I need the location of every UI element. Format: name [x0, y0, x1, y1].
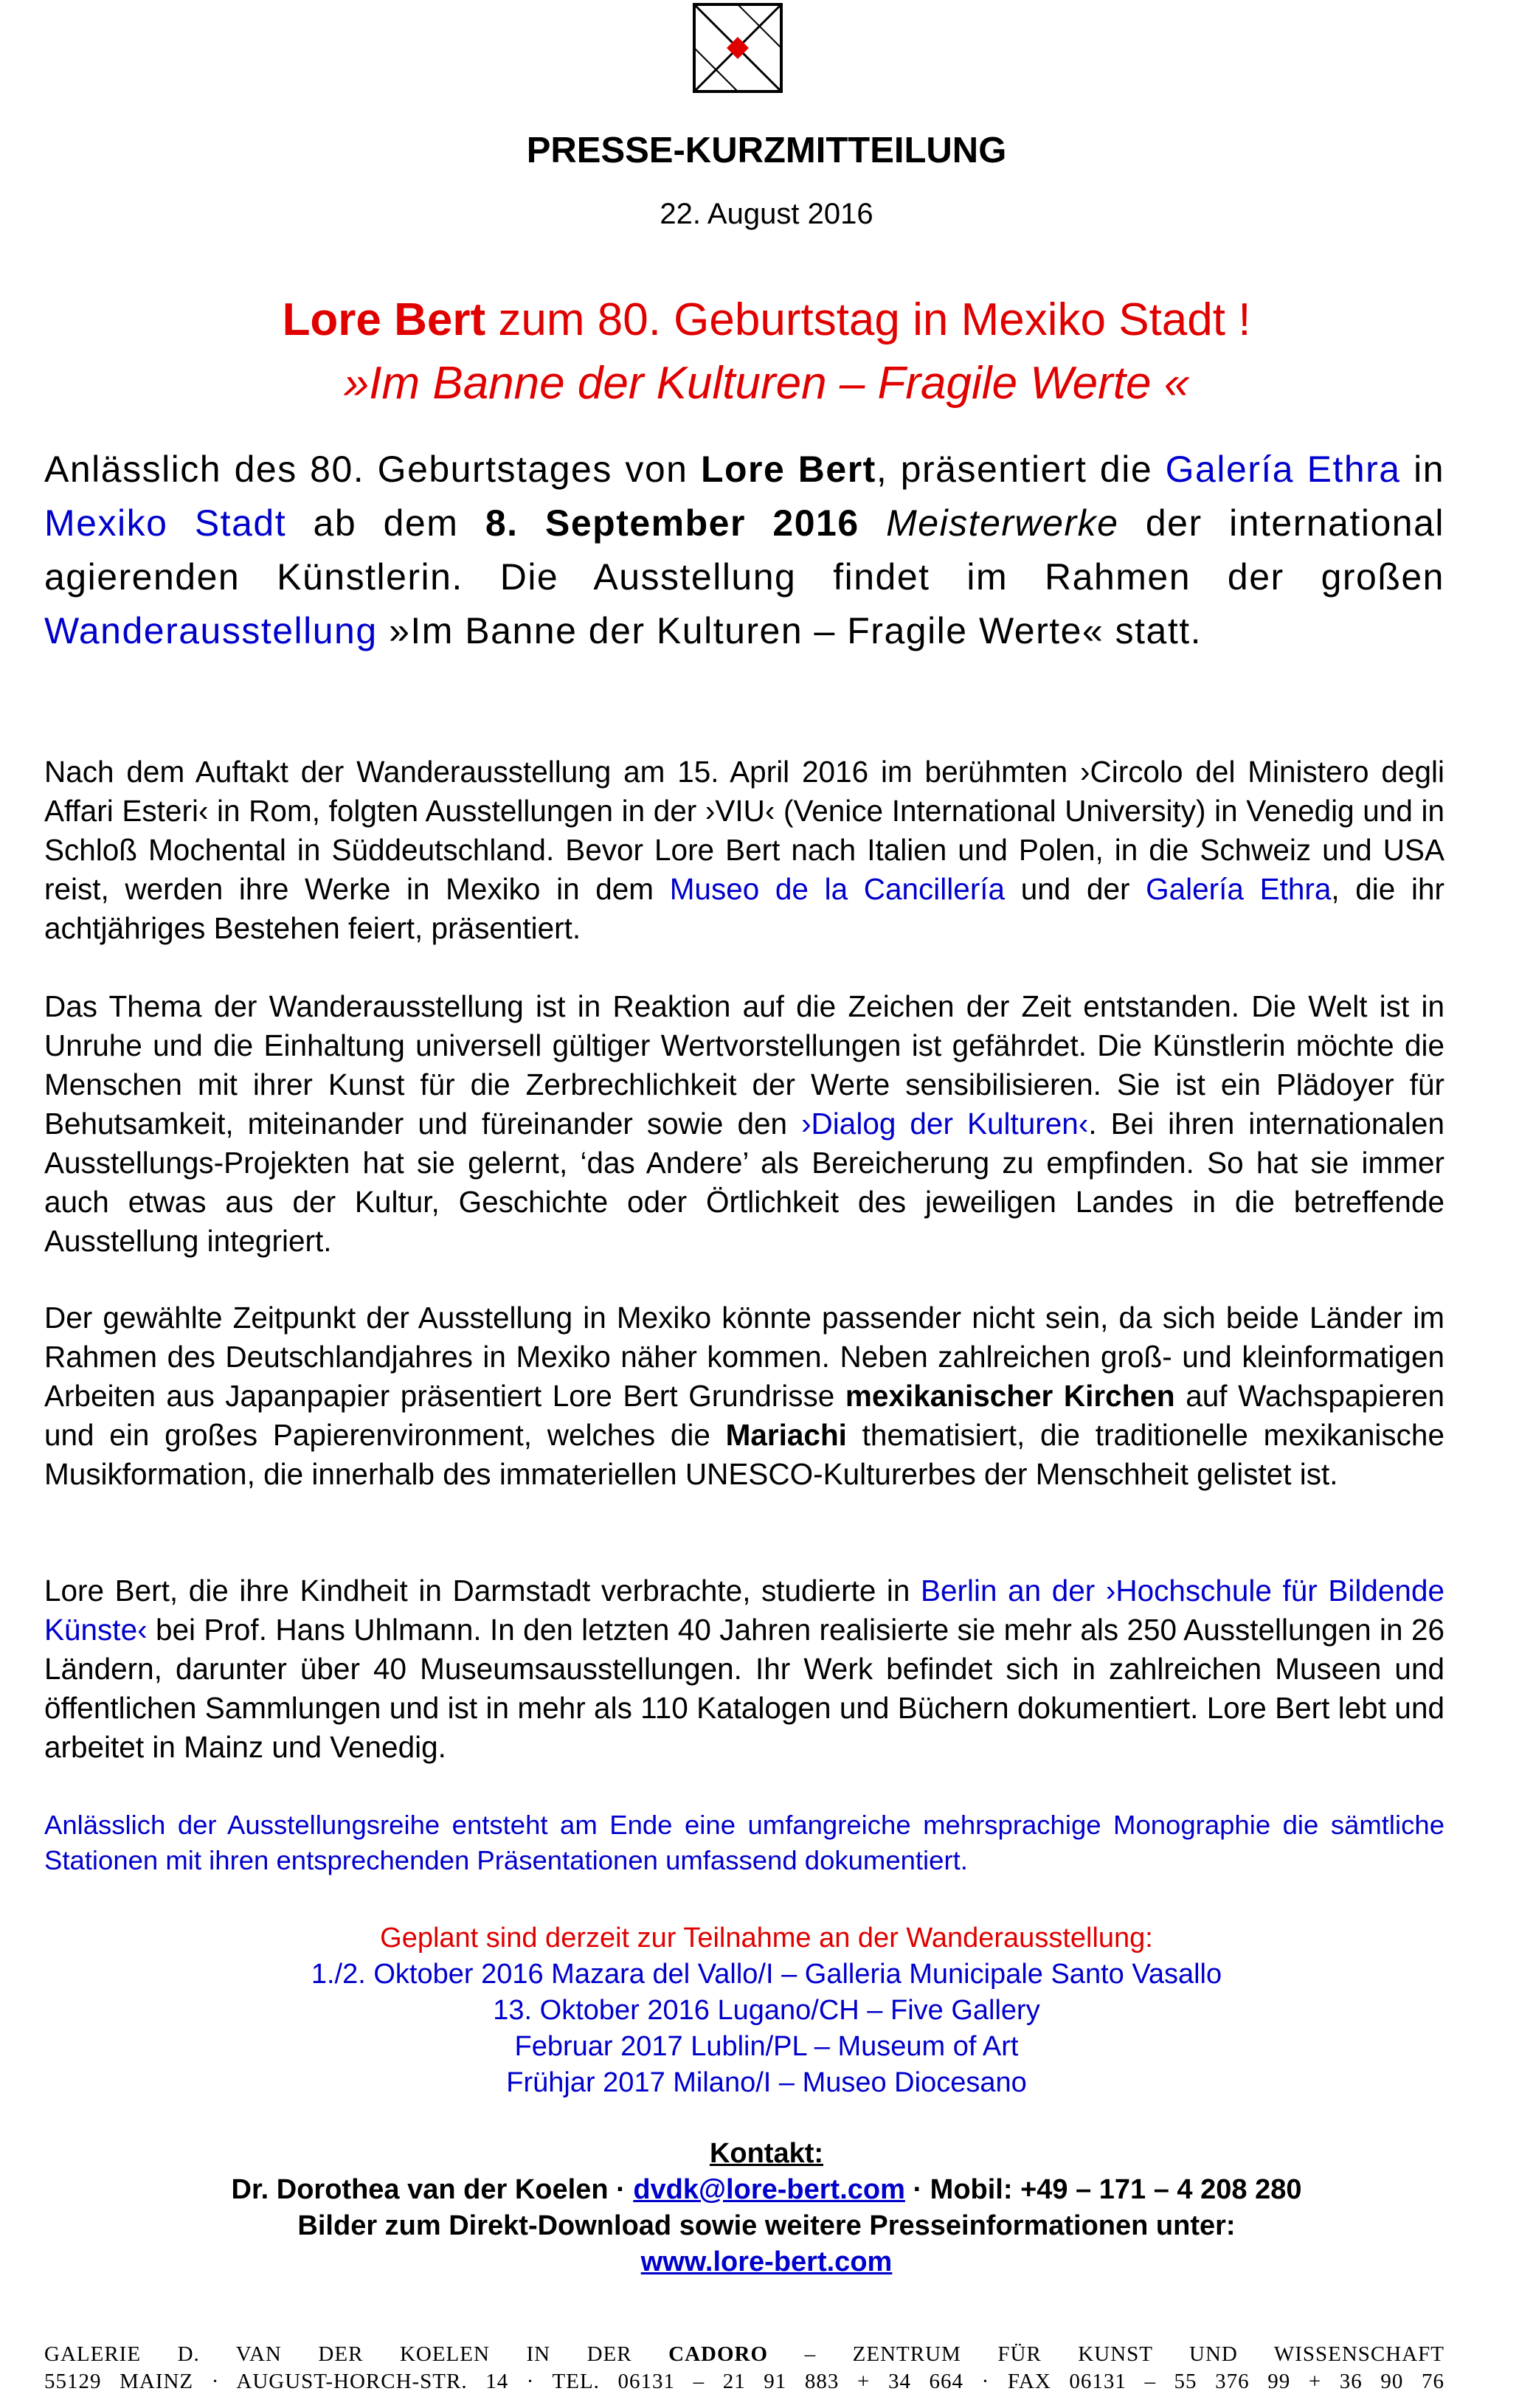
- release-date: 22. August 2016: [660, 198, 873, 230]
- intro-text: »Im Banne der Kulturen – Fragile Werte« statt.: [377, 610, 1202, 651]
- intro-artist: Lore Bert: [700, 449, 876, 490]
- hochschule-link[interactable]: Berlin an der ›Hochschule für Bildende Künste‹: [44, 1574, 1444, 1647]
- intro-text: in: [1400, 449, 1445, 490]
- intro-gallery-link[interactable]: Galería Ethra: [1165, 449, 1401, 490]
- paragraph-5: Anlässlich der Ausstellungsreihe entsteht am Ende eine umfangreiche mehrsprachige Monographie die sämtliche Stationen mit ihren entsprechenden Präsentationen umfassend dokumentiert.: [44, 1810, 1444, 1875]
- schedule-heading: Geplant sind derzeit zur Teilnahme an der Wanderausstellung:: [380, 1923, 1153, 1954]
- footer-line-1: [44, 2342, 1444, 2367]
- contact-name: Dr. Dorothea van der Koelen ·: [231, 2174, 634, 2205]
- p4-text: Lore Bert, die ihre Kindheit in Darmstadt verbrachte, studierte in: [44, 1574, 921, 1608]
- intro-text: ab dem: [286, 502, 485, 544]
- contact-label: Kontakt:: [709, 2138, 824, 2169]
- title-line-1-rest: zum 80. Geburtstag in Mexiko Stadt !: [485, 294, 1251, 345]
- schedule-item: 13. Oktober 2016 Lugano/CH – Five Gallery: [493, 1995, 1040, 2026]
- museo-link[interactable]: Museo de la Cancillería: [669, 872, 1006, 906]
- p3-bold: mexikanischer Kirchen: [845, 1379, 1175, 1413]
- footer-cadoro: CADORO: [668, 2342, 769, 2366]
- intro-text: der international agierenden Künstlerin. Die Ausstellung findet im Rahmen der großen: [44, 502, 1445, 598]
- page-heading: PRESSE-KURZMITTEILUNG: [526, 131, 1007, 170]
- schedule-item: Frühjar 2017 Milano/I – Museo Diocesano: [506, 2067, 1027, 2098]
- p2-text: . Bei ihren internationalen Ausstellungs-Projekten hat sie gelernt, ‘das Andere’ als Bereicherung zu empfinden. So hat sie immer auch etwas aus der Kultur, Geschichte oder Örtlichkeit des jeweiligen Landes in die betreffende Ausstellung integriert.: [44, 1107, 1444, 1258]
- title-line-2: »Im Banne der Kulturen – Fragile Werte «: [343, 358, 1190, 409]
- intro-emphasis: Meisterwerke: [886, 502, 1119, 544]
- p3-bold: Mariachi: [725, 1418, 847, 1452]
- intro-text: Anlässlich des 80. Geburtstages von: [44, 449, 701, 490]
- intro-exhibition-link[interactable]: Wanderausstellung: [44, 610, 378, 651]
- footer-text: – ZENTRUM FÜR KUNST UND WISSENSCHAFT: [768, 2342, 1444, 2366]
- intro-date: 8. September 2016: [485, 502, 859, 544]
- dialog-link[interactable]: ›Dialog der Kulturen‹: [801, 1107, 1089, 1141]
- schedule-item: Februar 2017 Lublin/PL – Museum of Art: [514, 2031, 1019, 2062]
- intro-city-link[interactable]: Mexiko Stadt: [44, 502, 287, 544]
- title-line-1: [44, 294, 1489, 346]
- schedule-item: 1./2. Oktober 2016 Mazara del Vallo/I – Galleria Municipale Santo Vasallo: [311, 1959, 1222, 1990]
- paragraph-4: [44, 1571, 1444, 1767]
- title-name: Lore Bert: [282, 294, 486, 345]
- p3-text: auf Wachspapieren und ein großes Papierenvironment, welches die: [44, 1379, 1445, 1452]
- intro-text: [859, 502, 886, 544]
- schedule: [44, 1920, 1489, 2101]
- paragraph-3: [44, 1298, 1444, 1494]
- intro-paragraph: [44, 443, 1444, 658]
- p1-text: und der: [1005, 872, 1146, 906]
- email-link[interactable]: dvdk@lore-bert.com: [633, 2174, 905, 2205]
- p1-text: Nach dem Auftakt der Wanderausstellung am 15. April 2016 im berühmten ›Circolo del Ministero degli Affari Esteri‹ in Rom, folgten Ausstellungen in der ›VIU‹ (Venice International University) in Venedig und in Schloß Mochental in Süddeutschland. Bevor Lore Bert nach Italien und Polen, in die Schweiz und USA reist, werden ihre Werke in Mexiko in dem: [44, 755, 1444, 906]
- footer-text: GALERIE D. VAN DER KOELEN IN DER: [44, 2342, 669, 2366]
- contact-line: [44, 2172, 1489, 2208]
- download-line: Bilder zum Direkt-Download sowie weitere Presseinformationen unter:: [297, 2210, 1236, 2241]
- paragraph-2: [44, 987, 1444, 1261]
- contact-block: [44, 2136, 1489, 2280]
- p2-text: Das Thema der Wanderausstellung ist in Reaktion auf die Zeichen der Zeit entstanden. Die Welt ist in Unruhe und die Einhaltung universell gültiger Wertvorstellungen ist gefährdet. Die Künstlerin möchte die Menschen mit ihrer Kunst für die Zerbrechlichkeit der Werte sensibilisieren. Sie ist ein Plädoyer für Behutsamkeit, miteinander und füreinander sowie den: [44, 989, 1444, 1141]
- p4-text: bei Prof. Hans Uhlmann. In den letzten 40 Jahren realisierte sie mehr als 250 Ausstellungen in 26 Ländern, darunter über 40 Museumsausstellungen. Ihr Werk befindet sich in zahlreichen Museen und öffentlichen Sammlungen und ist in mehr als 110 Katalogen und Büchern dokumentiert. Lore Bert lebt und arbeitet in Mainz und Venedig.: [44, 1613, 1444, 1764]
- p1-text: , die ihr achtjähriges Bestehen feiert, präsentiert.: [44, 872, 1444, 945]
- website-link[interactable]: www.lore-bert.com: [640, 2246, 893, 2277]
- galeria-link[interactable]: Galería Ethra: [1146, 872, 1332, 906]
- gallery-logo-icon: [690, 0, 786, 96]
- contact-phone: · Mobil: +49 – 171 – 4 208 280: [904, 2174, 1302, 2205]
- p3-text: Der gewählte Zeitpunkt der Ausstellung in Mexiko könnte passender nicht sein, da sich beide Länder im Rahmen des Deutschlandjahres in Mexiko näher kommen. Neben zahlreichen groß- und kleinformatigen Arbeiten aus Japanpapier präsentiert Lore Bert Grundrisse: [44, 1301, 1444, 1413]
- intro-text: , präsentiert die: [876, 449, 1166, 490]
- paragraph-1: [44, 752, 1444, 948]
- footer-line-2: 55129 MAINZ · AUGUST-HORCH-STR. 14 · TEL. 06131 – 21 91 883 + 34 664 · FAX 06131 – 55 376 99 + 36 90 76: [44, 2370, 1444, 2393]
- p3-text: thematisiert, die traditionelle mexikanische Musikformation, die innerhalb des immateriellen UNESCO-Kulturerbes der Menschheit gelistet ist.: [44, 1418, 1444, 1491]
